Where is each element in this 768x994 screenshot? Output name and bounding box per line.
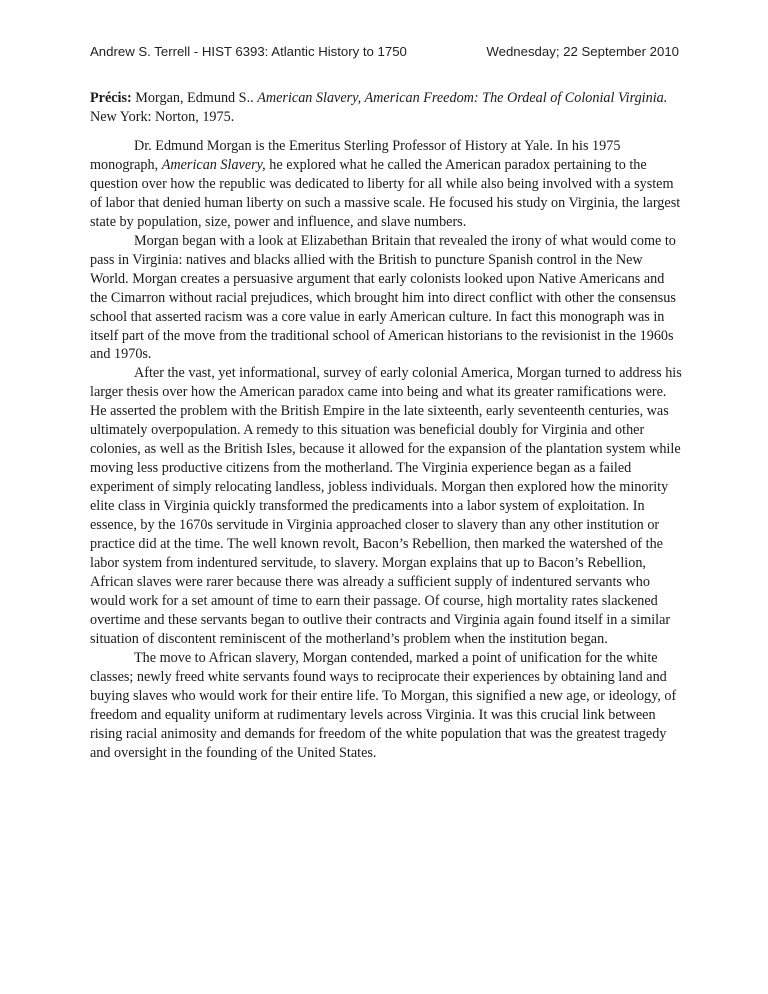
paragraph-text: he explored what he called the American paradox pertaining to the question over how the republic was dedicated to liberty for all while also being involved with a system of labor that denied human liberty on such a massive scale. He focused his study on Virginia, the largest state by population, size, power and influence, and slave numbers. — [90, 156, 681, 230]
paragraph-elizabethan — [90, 232, 683, 365]
paragraph-text: Dr. Edmund Morgan is the Emeritus Sterling Professor of History at Yale. In his 1975 monograph, — [90, 138, 621, 173]
paragraph-conclusion — [90, 649, 683, 763]
paragraph-thesis — [90, 364, 683, 648]
citation-label: Précis: — [90, 90, 132, 106]
citation — [90, 89, 690, 127]
citation-publication: New York: Norton, 1975. — [90, 109, 235, 125]
paragraph-italic: American Slavery, — [161, 156, 266, 173]
page-header — [90, 44, 679, 59]
paragraph-text: Morgan began with a look at Elizabethan Britain that revealed the irony of what would come to pass in Virginia: natives and blacks allied with the British to puncture Spanish control in the New World. Morgan creates a persuasive argument that early colonists looked upon Native Americans and the Cimarron without racial prejudices, which brought him into direct conflict with other the consensus school that asserted racism was a core value in early American culture. In fact this monograph was in itself part of the move from the traditional school of American historians to the revisionist in the 1960s and 1970s. — [90, 232, 676, 363]
citation-author: Morgan, Edmund S.. — [131, 90, 258, 106]
paragraph-text: The move to African slavery, Morgan contended, marked a point of unification for the white classes; newly freed white servants found ways to reciprocate their experiences by obtaining land and buying slaves who would work for their entire life. To Morgan, this signified a new age, or ideology, of freedom and equality uniform at rudimentary levels across Virginia. It was this crucial link between rising racial animosity and demands for freedom of the white population that was the greatest tragedy and oversight in the founding of the United States. — [90, 649, 677, 761]
paragraph-text: After the vast, yet informational, survey of early colonial America, Morgan turned to address his larger thesis over how the American paradox came into being and what its greater ramifications were. He asserted the problem with the British Empire in the late sixteenth, early seventeenth centuries, was ultimately overpopulation. A remedy to this situation was beneficial doubly for Virginia and other colonies, as well as the British Isles, because it allowed for the expansion of the plantation system while moving less productive citizens from the motherland. The Virginia experience began as a failed experiment of simply relocating landless, jobless individuals. Morgan then explored how the minority elite class in Virginia quickly transformed the predicaments into a labor system of exploitation. In essence, by the 1670s servitude in Virginia approached closer to slavery than any other institution or practice did at the time. The well known revolt, Bacon’s Rebellion, then marked the watershed of the labor system from indentured servitude, to slavery. Morgan explains that up to Bacon’s Rebellion, African slaves were rarer because there was already a sufficient supply of indentured servants who would work for a set amount of time to earn their passage. Of course, high mortality rates slackened overtime and these servants began to outlive their contracts and Virginia again found itself in a similar situation of discontent reminiscent of the motherland’s problem when the institution began. — [90, 365, 682, 647]
body-text — [90, 137, 683, 762]
header-course-info: Andrew S. Terrell - HIST 6393: Atlantic History to 1750 — [90, 44, 407, 59]
paragraph-intro — [90, 137, 683, 232]
header-date: Wednesday; 22 September 2010 — [486, 44, 679, 59]
citation-title: American Slavery, American Freedom: The Ordeal of Colonial Virginia. — [257, 90, 668, 106]
